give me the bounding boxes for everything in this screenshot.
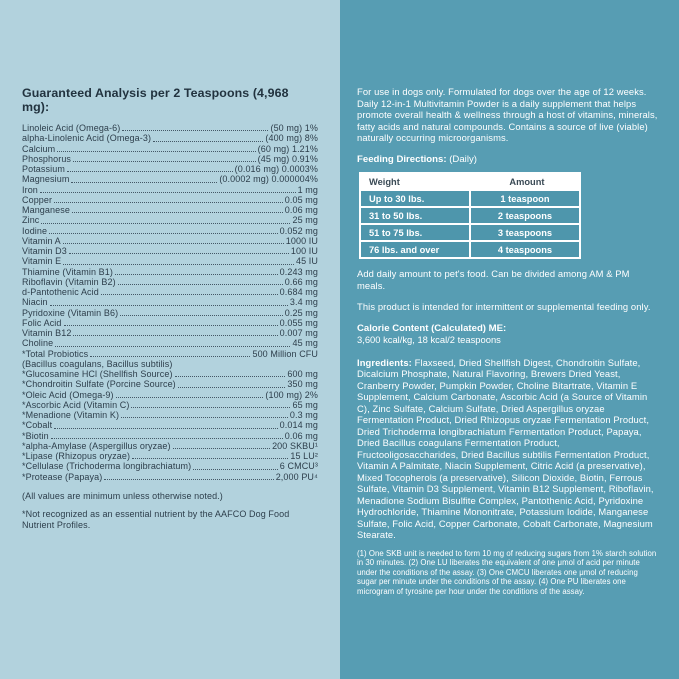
nutrient-value: 500 Million CFU: [252, 348, 318, 359]
nutrient-value: (45 mg) 0.91%: [257, 153, 318, 164]
nutrient-value: 2,000 PU⁴: [275, 471, 318, 482]
analysis-row: [22, 369, 318, 379]
dotted-leader: [72, 212, 283, 213]
analysis-row: [22, 328, 318, 338]
analysis-row: [22, 205, 318, 215]
analysis-row: [22, 185, 318, 195]
dotted-leader: [67, 171, 233, 172]
analysis-row: [22, 215, 318, 225]
dotted-leader: [101, 294, 278, 295]
dotted-leader: [118, 284, 283, 285]
nutrient-value: 25 mg: [292, 215, 318, 226]
dotted-leader: [57, 151, 255, 152]
nutrient-name: Magnesium: [22, 174, 70, 185]
analysis-row: [22, 164, 318, 174]
nutrient-name: d-Pantothenic Acid: [22, 287, 99, 297]
feeding-table-head: [360, 173, 580, 190]
analysis-row: [22, 277, 318, 287]
feeding-table-row: [360, 241, 580, 258]
guaranteed-analysis-title: Guaranteed Analysis per 2 Teaspoons (4,968 mg):: [22, 86, 289, 114]
dotted-leader: [175, 376, 286, 377]
nutrient-value: 0.66 mg: [284, 276, 318, 287]
nutrient-name: Vitamin A: [22, 235, 61, 246]
analysis-row: [22, 461, 318, 471]
feeding-table-header-row: [360, 173, 580, 190]
dotted-leader: [64, 325, 278, 326]
nutrient-name: Riboflavin (Vitamin B2): [22, 276, 116, 287]
nutrient-value: 0.684 mg: [279, 287, 318, 297]
dotted-leader: [49, 233, 278, 234]
dotted-leader: [69, 253, 289, 254]
dotted-leader: [132, 458, 288, 459]
nutrient-name: Manganese: [22, 205, 70, 215]
analysis-row: [22, 297, 318, 307]
nutrient-name: Calcium: [22, 143, 56, 154]
nutrient-name: Folic Acid: [22, 317, 62, 328]
nutrient-name: Choline: [22, 338, 54, 349]
dotted-leader: [104, 479, 273, 480]
analysis-row: [22, 410, 318, 420]
weight-cell: Up to 30 lbs.: [360, 190, 470, 207]
nutrient-value: (0.016 mg) 0.0003%: [234, 164, 318, 174]
nutrient-name: Pyridoxine (Vitamin B6): [22, 307, 119, 318]
nutrient-value: 0.06 mg: [284, 205, 318, 215]
nutrient-name: Linoleic Acid (Omega-6): [22, 123, 121, 133]
nutrient-name: *Glucosamine HCl (Shellfish Source): [22, 369, 173, 379]
ingredients-label: Ingredients:: [357, 356, 412, 368]
dotted-leader: [193, 469, 278, 470]
dotted-leader: [115, 274, 278, 275]
nutrient-name: *Lipase (Rhizopus oryzae): [22, 451, 131, 461]
analysis-row: [22, 246, 318, 256]
analysis-row: [22, 174, 318, 184]
analysis-row: [22, 472, 318, 482]
nutrient-value: 3.4 mg: [289, 297, 318, 308]
unit-footnotes: (1) One SKB unit is needed to form 10 mg of reducing sugars from 1% starch solution in 30 minutes. (2) One LU liberates the equivalent of one μmol of acid per minute under the conditions of the assay. (3) One CMCU liberates one μmol of reducing sugar per minute under the conditions of the assay. (4) One PU liberates one microgram of tyrosine per hour under the conditions of the assay.: [357, 548, 657, 596]
analysis-row: [22, 236, 318, 246]
nutrient-value: 0.055 mg: [279, 317, 318, 328]
analysis-row: [22, 144, 318, 154]
analysis-row: [22, 256, 318, 266]
analysis-row: [22, 349, 318, 359]
nutrient-name: Copper: [22, 194, 53, 205]
nutrient-name: Zinc: [22, 215, 40, 226]
amount-cell: 2 teaspoons: [470, 207, 580, 224]
dotted-leader: [122, 130, 268, 131]
ingredients-paragraph: [357, 357, 659, 541]
analysis-row: [22, 420, 318, 430]
nutrient-value: (60 mg) 1.21%: [257, 143, 318, 154]
nutrient-value: 1000 IU: [285, 235, 318, 246]
ingredients-text: Flaxseed, Dried Shellfish Digest, Chondroitin Sulfate, Dicalcium Phosphate, Natural Flavoring, Brewers Dried Yeast, Cranberry Powder, Pumpkin Powder, Choline Bitartrate, Vitamin E Supplement, Calcium Carbonate, Ascorbic Acid (a Source of Vitamin C), Zinc Sulfate, Calcium Sulfate, Dried Aspergillus oryzae Fermentation Product, Dried Rhizopus oryzae Fermentation Product, Dried Trichoderma longibrachiatum Fermentation Product, Papaya, Dried Bacillus coagulans Fermentation Product, Fructooligosaccharides, Dried Bacillus subtilis Fermentation Product, Vitamin A Palmitate, Niacin Supplement, Citric Acid (a preservative), Mixed Tocopherols (a preservative), Silicon Dioxide, Biotin, Ferrous Sulfate, Vitamin D3 Supplement, Vitamin B12 Supplement, Riboflavin, Menadione Sodium Bisulfite Complex, Pantothenic Acid, Pyridoxine Hydrochloride, Thiamine Mononitrate, Potassium Iodide, Manganese Sulfate, Folic Acid, Copper Carbonate, Cobalt Carbonate, Magnesium Stearate.: [357, 356, 654, 540]
nutrient-name: Vitamin B12: [22, 328, 72, 338]
analysis-row: [22, 400, 318, 410]
nutrient-name: *Biotin: [22, 430, 49, 441]
nutrient-name: *Protease (Papaya): [22, 471, 103, 482]
nutrient-name: *Total Probiotics: [22, 348, 89, 359]
weight-cell: 51 to 75 lbs.: [360, 224, 470, 241]
nutrient-name: *Cobalt: [22, 420, 53, 431]
dotted-leader: [90, 356, 250, 357]
nutrient-value: (400 mg) 8%: [265, 133, 318, 144]
analysis-row: [22, 441, 318, 451]
feeding-directions-suffix: (Daily): [446, 153, 477, 165]
aafco-note: *Not recognized as an essential nutrient by the AAFCO Dog Food Nutrient Profiles.: [22, 508, 290, 530]
analysis-row: [22, 133, 318, 143]
nutrient-value: 45 mg: [292, 338, 318, 349]
nutrient-value: 0.052 mg: [279, 225, 318, 236]
nutrient-value: 0.05 mg: [284, 194, 318, 205]
feeding-table-header-amount: Amount: [470, 173, 580, 190]
nutrient-value: 65 mg: [292, 399, 318, 410]
dotted-leader: [54, 202, 283, 203]
analysis-row: [22, 226, 318, 236]
analysis-row: [22, 318, 318, 328]
feeding-directions-label: Feeding Directions:: [357, 153, 447, 165]
nutrient-name: Vitamin D3: [22, 246, 67, 256]
nutrient-value: 15 LU²: [290, 451, 318, 461]
feeding-table-header-weight: Weight: [360, 173, 470, 190]
nutrient-value: 1 mg: [297, 184, 318, 195]
nutrient-name: *Oleic Acid (Omega-9): [22, 389, 114, 400]
nutrient-value: 6 CMCU³: [279, 461, 318, 472]
nutrient-value: (100 mg) 2%: [265, 389, 318, 400]
analysis-list: [22, 123, 318, 482]
dotted-leader: [116, 397, 264, 398]
dotted-leader: [54, 428, 277, 429]
nutrient-value: 350 mg: [287, 379, 318, 390]
dotted-leader: [120, 315, 283, 316]
calorie-content-label: Calorie Content (Calculated) ME:: [357, 322, 507, 334]
directions-panel: [340, 0, 679, 679]
analysis-row: [22, 390, 318, 400]
analysis-row: [22, 154, 318, 164]
nutrient-name: alpha-Linolenic Acid (Omega-3): [22, 133, 152, 144]
calorie-content-value: 3,600 kcal/kg, 18 kcal/2 teaspoons: [357, 334, 501, 345]
nutrient-value: 0.007 mg: [279, 328, 318, 338]
analysis-row: [22, 359, 318, 369]
nutrient-value: 45 IU: [295, 256, 318, 267]
weight-cell: 76 lbs. and over: [360, 241, 470, 258]
nutrient-value: 100 IU: [290, 246, 318, 256]
dotted-leader: [55, 346, 290, 347]
nutrient-value: (0.0002 mg) 0.000004%: [219, 174, 318, 185]
feeding-table-row: [360, 207, 580, 224]
nutrient-name: *alpha-Amylase (Aspergillus oryzae): [22, 440, 171, 451]
nutrient-name: (Bacillus coagulans, Bacillus subtilis): [22, 358, 173, 369]
nutrient-name: *Chondroitin Sulfate (Porcine Source): [22, 379, 176, 390]
nutrient-value: 0.3 mg: [289, 410, 318, 420]
dotted-leader: [153, 141, 263, 142]
nutrient-value: 0.25 mg: [284, 307, 318, 318]
nutrient-value: 200 SKBU¹: [272, 440, 318, 451]
nutrient-name: Iodine: [22, 225, 48, 236]
nutrient-name: Phosphorus: [22, 153, 72, 164]
dotted-leader: [73, 335, 277, 336]
analysis-row: [22, 308, 318, 318]
dotted-leader: [121, 417, 288, 418]
analysis-row: [22, 195, 318, 205]
nutrient-name: *Menadione (Vitamin K): [22, 410, 120, 420]
nutrient-name: *Cellulase (Trichoderma longibrachiatum): [22, 461, 192, 472]
analysis-row: [22, 379, 318, 389]
dotted-leader: [71, 182, 217, 183]
feeding-directions-heading: [357, 154, 659, 166]
dotted-leader: [63, 243, 284, 244]
nutrient-name: Thiamine (Vitamin B1): [22, 266, 113, 277]
amount-cell: 3 teaspoons: [470, 224, 580, 241]
minimum-values-note: (All values are minimum unless otherwise noted.): [22, 490, 223, 501]
nutrient-value: 0.243 mg: [279, 266, 318, 277]
feeding-table-row: [360, 224, 580, 241]
nutrient-value: 600 mg: [287, 369, 318, 379]
analysis-row: [22, 431, 318, 441]
nutrient-value: 0.014 mg: [279, 420, 318, 431]
nutrient-value: 0.06 mg: [284, 430, 318, 441]
analysis-row: [22, 123, 318, 133]
feeding-table-body: [360, 190, 580, 258]
dotted-leader: [41, 223, 290, 224]
dotted-leader: [131, 407, 290, 408]
dotted-leader: [73, 161, 256, 162]
analysis-row: [22, 287, 318, 297]
feeding-table: [359, 172, 581, 259]
dotted-leader: [178, 387, 286, 388]
nutrient-name: Iron: [22, 184, 38, 195]
product-description: For use in dogs only. Formulated for dogs over the age of 12 weeks. Daily 12-in-1 Multivitamin Powder is a daily supplement that helps promote overall health & wellness through a host of vitamins, minerals, fatty acids and natural compounds. Contains a source of live (viable) naturally occurring microorganisms.: [357, 86, 658, 143]
amount-cell: 4 teaspoons: [470, 241, 580, 258]
nutrient-name: Potassium: [22, 164, 65, 174]
analysis-row: [22, 451, 318, 461]
feeding-table-row: [360, 190, 580, 207]
dotted-leader: [173, 448, 271, 449]
analysis-row: [22, 338, 318, 348]
amount-cell: 1 teaspoon: [470, 190, 580, 207]
nutrient-name: *Ascorbic Acid (Vitamin C): [22, 399, 130, 410]
dotted-leader: [63, 264, 294, 265]
nutrient-name: Vitamin E: [22, 256, 62, 267]
dotted-leader: [51, 438, 283, 439]
weight-cell: 31 to 50 lbs.: [360, 207, 470, 224]
dotted-leader: [50, 305, 288, 306]
nutrient-name: Niacin: [22, 297, 48, 308]
dotted-leader: [40, 192, 296, 193]
nutrient-value: (50 mg) 1%: [270, 123, 318, 133]
analysis-row: [22, 267, 318, 277]
add-daily-note: Add daily amount to pet's food. Can be divided among AM & PM meals.: [357, 268, 630, 291]
intermittent-feeding-note: This product is intended for intermittent or supplemental feeding only.: [357, 301, 651, 312]
